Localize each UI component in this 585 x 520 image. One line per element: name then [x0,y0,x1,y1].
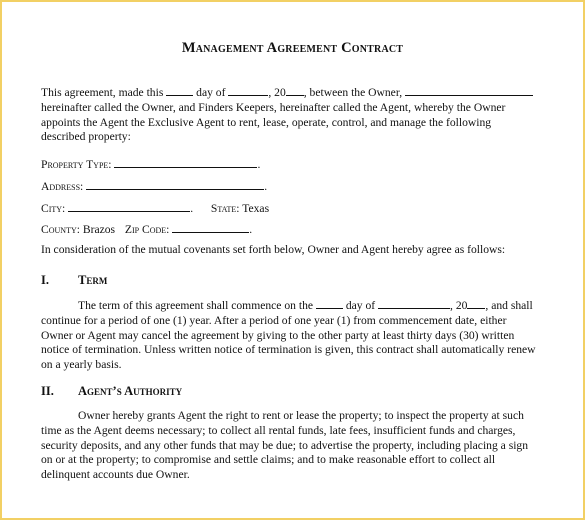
city-state-row: City: . State: Texas [41,202,270,215]
property-type-field[interactable] [114,157,257,168]
document-page [2,2,583,518]
county-label: County: [41,223,80,236]
term-month-blank[interactable] [378,298,450,309]
county-zip-row: County: Brazos Zip Code: . [41,223,253,236]
section-authority-heading [41,384,182,399]
year-blank[interactable] [286,85,304,96]
county-value: Brazos [82,223,116,236]
owner-name-blank[interactable] [405,85,533,96]
property-type-row: Property Type: . [41,158,261,171]
document-title: Management Agreement Contract [181,40,404,56]
property-type-label: Property Type: [41,158,112,171]
term-day-blank[interactable] [316,298,343,309]
term-text-4: notice of termination. Unless written notice of termination is given, this contract shall automatically renew [41,343,536,357]
intro-text-4: described property: [41,130,131,144]
term-text-1b: day of [345,299,376,312]
state-value: Texas [242,202,270,215]
address-row: Address: . [41,180,268,193]
section-authority-title: Agent’s Authority [78,384,183,398]
state-label: State: [210,202,240,215]
intro-text-2: hereinafter called the Owner, and Finders Keepers, hereinafter called the Agent, whereby the Owner [41,100,506,114]
section-term-body [41,298,556,373]
section-authority-body [41,409,556,483]
term-text-1a: The term of this agreement shall commence on the [78,299,314,312]
term-text-3: Owner or Agent may cancel the agreement by giving to the other party at least thirty days (30) written [41,328,515,342]
intro-paragraph [41,85,556,145]
section-term-title: Term [78,273,108,287]
term-text-2: continue for a period of one (1) year. After a period of one year (1) from commencement date, either [41,313,507,327]
city-label: City: [41,202,66,215]
day-blank[interactable] [166,85,193,96]
intro-text-1d: , between the Owner, [303,86,403,99]
intro-text-1c: , 20 [268,86,286,99]
consideration-text: In consideration of the mutual covenants set forth below, Owner and Agent hereby agree as follows: [41,243,506,256]
intro-text-1b: day of [196,86,226,99]
city-field[interactable] [68,201,190,212]
section-term-heading [41,273,107,288]
authority-text-2: time as the Agent deems necessary; to collect all rental funds, late fees, insufficient funds and charges, [41,423,516,437]
address-field[interactable] [86,179,264,190]
term-text-1c: , 20 [450,299,468,312]
month-blank[interactable] [228,85,268,96]
address-label: Address: [41,180,84,193]
section-authority-number: II. [41,384,54,398]
zip-field[interactable] [172,222,249,233]
intro-text-3: appoints the Agent the Exclusive Agent to rent, lease, operate, control, and manage the following [41,115,492,129]
term-year-blank[interactable] [467,298,485,309]
authority-text-1: Owner hereby grants Agent the right to rent or lease the property; to inspect the property at such [78,409,524,422]
intro-text-1a: This agreement, made this [41,86,164,99]
authority-text-5: delinquent accounts due Owner. [41,468,190,482]
zip-label: Zip Code: [124,223,170,236]
term-text-1d: , and shall [485,299,533,312]
term-text-5: on a yearly basis. [41,358,122,372]
authority-text-4: on or at the property; to compromise and settle claims; and to make reasonable effort to collect all [41,453,496,467]
authority-text-3: security deposits, and any other funds that may be due; to advertise the property, including placing a sign [41,438,529,452]
section-term-number: I. [41,273,49,287]
